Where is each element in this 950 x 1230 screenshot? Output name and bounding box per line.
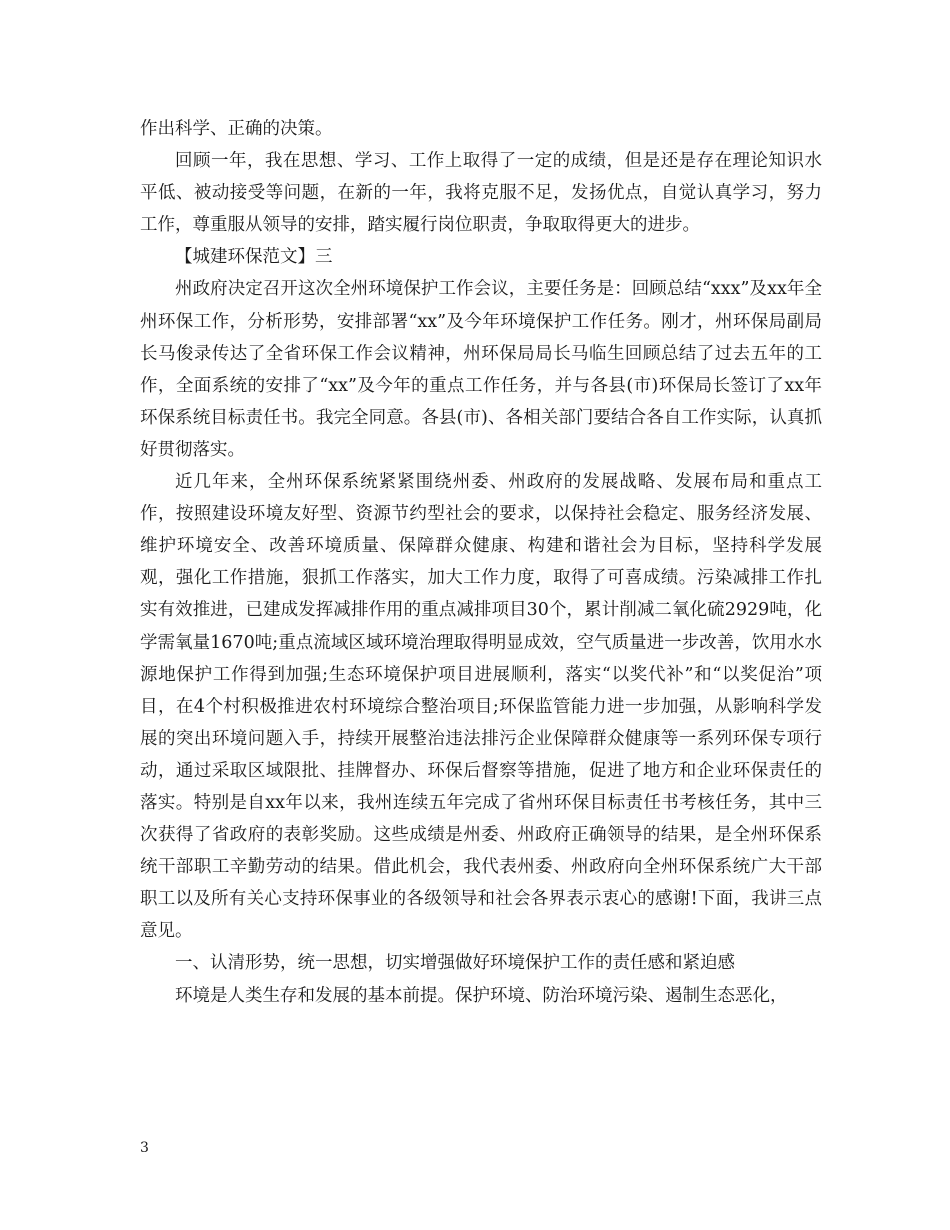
section-subheading: 一、认清形势，统一思想，切实增强做好环境保护工作的责任感和紧迫感 bbox=[175, 953, 735, 974]
paragraph: 回顾一年，我在思想、学习、工作上取得了一定的成绩，但是还是存在理论知识水平低、被动接受等问题，在新的一年，我将克服不足，发扬优点，自觉认真学习，努力工作，尊重服从领导的安排，踏实履行岗位职责，争取取得更大的进步。 bbox=[140, 151, 822, 236]
page-number: 3 bbox=[140, 1140, 149, 1156]
paragraph: 环境是人类生存和发展的基本前提。保护环境、防治环境污染、遏制生态恶化， bbox=[175, 985, 788, 1006]
document-body bbox=[140, 113, 822, 1012]
paragraph: 州政府决定召开这次全州环境保护工作会议，主要任务是：回顾总结“xxx”及xx年全州环保工作，分析形势，安排部署“xx”及今年环境保护工作任务。刚才，州环保局副局长马俊录传达了全省环保工作会议精神，州环保局局长马临生回顾总结了过去五年的工作，全面系统的安排了“xx”及今年的重点工作任务，并与各县(市)环保局长签订了xx年环保系统目标责任书。我完全同意。各县(市)、各相关部门要结合各自工作实际，认真抓好贯彻落实。 bbox=[140, 279, 822, 460]
paragraph: 作出科学、正确的决策。 bbox=[140, 119, 333, 139]
section-heading: 【城建环保范文】三 bbox=[175, 247, 333, 268]
paragraph: 近几年来，全州环保系统紧紧围绕州委、州政府的发展战略、发展布局和重点工作，按照建设环境友好型、资源节约型社会的要求，以保持社会稳定、服务经济发展、维护环境安全、改善环境质量、保障群众健康、构建和谐社会为目标，坚持科学发展观，强化工作措施，狠抓工作落实，加大工作力度，取得了可喜成绩。污染减排工作扎实有效推进，已建成发挥减排作用的重点减排项目30个，累计削减二氧化硫2929吨，化学需氧量1670吨;重点流域区域环境治理取得明显成效，空气质量进一步改善，饮用水水源地保护工作得到加强;生态环境保护项目进展顺利，落实“以奖代补”和“以奖促治”项目，在4个村积极推进农村环境综合整治项目;环保监管能力进一步加强，从影响科学发展的突出环境问题入手，持续开展整治违法排污企业保障群众健康等一系列环保专项行动，通过采取区域限批、挂牌督办、环保后督察等措施，促进了地方和企业环保责任的落实。特别是自xx年以来，我州连续五年完成了省州环保目标责任书考核任务，其中三次获得了省政府的表彰奖励。这些成绩是州委、州政府正确领导的结果，是全州环保系统干部职工辛勤劳动的结果。借此机会，我代表州委、州政府向全州环保系统广大干部职工以及所有关心支持环保事业的各级领导和社会各界表示衷心的感谢!下面，我讲三点意见。 bbox=[140, 472, 822, 942]
